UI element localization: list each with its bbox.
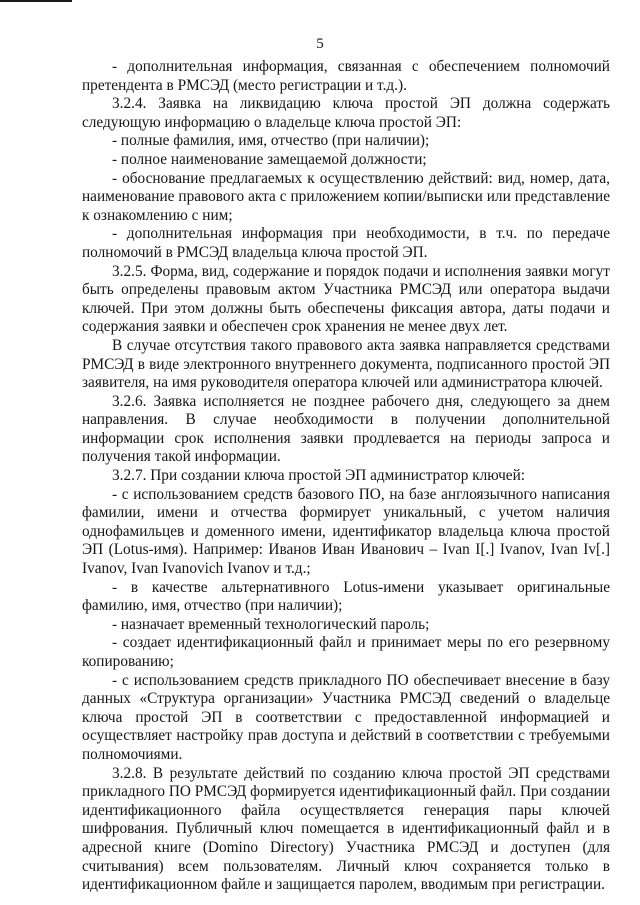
paragraph-8: В случае отсутствия такого правового акта заявка направляется средствами РМСЭД в виде электронного внутреннего документа, подписанного простой ЭП заявителя, на имя руководителя оператора ключей или администратора ключей. xyxy=(82,336,610,392)
paragraph-13: - назначает временный технологический пароль; xyxy=(112,615,430,633)
scan-corner-line xyxy=(0,0,72,2)
paragraph-4: - полное наименование замещаемой должности; xyxy=(112,150,427,168)
paragraph-16: 3.2.8. В результате действий по созданию ключа простой ЭП средствами прикладного ПО РМСЭД формируется идентификационный файл. При создании идентификационного файла осуществляется генерация пары ключей шифрования. Публичный ключ помещается в идентификационный файл и в адресной книге (Domino Directory) Участника РМСЭД и доступен (для считывания) всем пользователям. Личный ключ сохраняется только в идентификационном файле и защищается паролем, вводимым при регистрации. xyxy=(82,764,611,894)
paragraph-3: - полные фамилия, имя, отчество (при наличии); xyxy=(112,132,430,150)
paragraph-5: - обоснование предлагаемых к осуществлению действий: вид, номер, дата, наименование правового акта с приложением копии/выписки или представление к ознакомлению с ним; xyxy=(82,169,610,224)
paragraph-14: - создает идентификационный файл и принимает меры по его резервному копированию; xyxy=(82,634,610,670)
document-body xyxy=(82,58,610,895)
paragraph-2: 3.2.4. Заявка на ликвидацию ключа простой ЭП должна содержать следующую информацию о владельце ключа простой ЭП: xyxy=(82,95,610,131)
paragraph-7: 3.2.5. Форма, вид, содержание и порядок подачи и исполнения заявки могут быть определены правовым актом Участника РМСЭД или оператора выдачи ключей. При этом должны быть обеспечены фиксация автора, даты подачи и содержания заявки и обеспечен срок хранения не менее двух лет. xyxy=(82,262,610,336)
paragraph-6: - дополнительная информация при необходимости, в т.ч. по передаче полномочий в РМСЭД владельца ключа простой ЭП. xyxy=(82,225,610,261)
paragraph-10: 3.2.7. При создании ключа простой ЭП администратор ключей: xyxy=(112,467,526,485)
paragraph-15: - с использованием средств прикладного ПО обеспечивает внесение в базу данных «Структура организации» Участника РМСЭД сведений о владельце ключа простой ЭП в соответствии с предоставленной информацией и осуществляет настройку прав доступа и действий в соответствии с требуемыми полномочиями. xyxy=(82,671,610,763)
paragraph-12: - в качестве альтернативного Lotus-имени указывает оригинальные фамилию, имя, отчество (при наличии); xyxy=(82,578,610,615)
paragraph-9: 3.2.6. Заявка исполняется не позднее рабочего дня, следующего за днем направления. В случае необходимости в получении дополнительной информации срок исполнения заявки продлевается на периоды запроса и получения такой информации. xyxy=(82,392,610,466)
paragraph-11: - с использованием средств базового ПО, на базе англоязычного написания фамилии, имени и отчества формирует уникальный, с учетом наличия однофамильцев и доменного имени, идентификатор владельца ключа простой ЭП (Lotus-имя). Например: Иванов Иван Иванович – Ivan I[.] Ivanov, Ivan Iv[.] Ivanov, Ivan Ivanovich Ivanov и т.д.; xyxy=(82,485,610,578)
paragraph-1: - дополнительная информация, связанная с обеспечением полномочий претендента в РМСЭД (место регистрации и т.д.). xyxy=(82,58,610,94)
page-number: 5 xyxy=(316,36,324,52)
